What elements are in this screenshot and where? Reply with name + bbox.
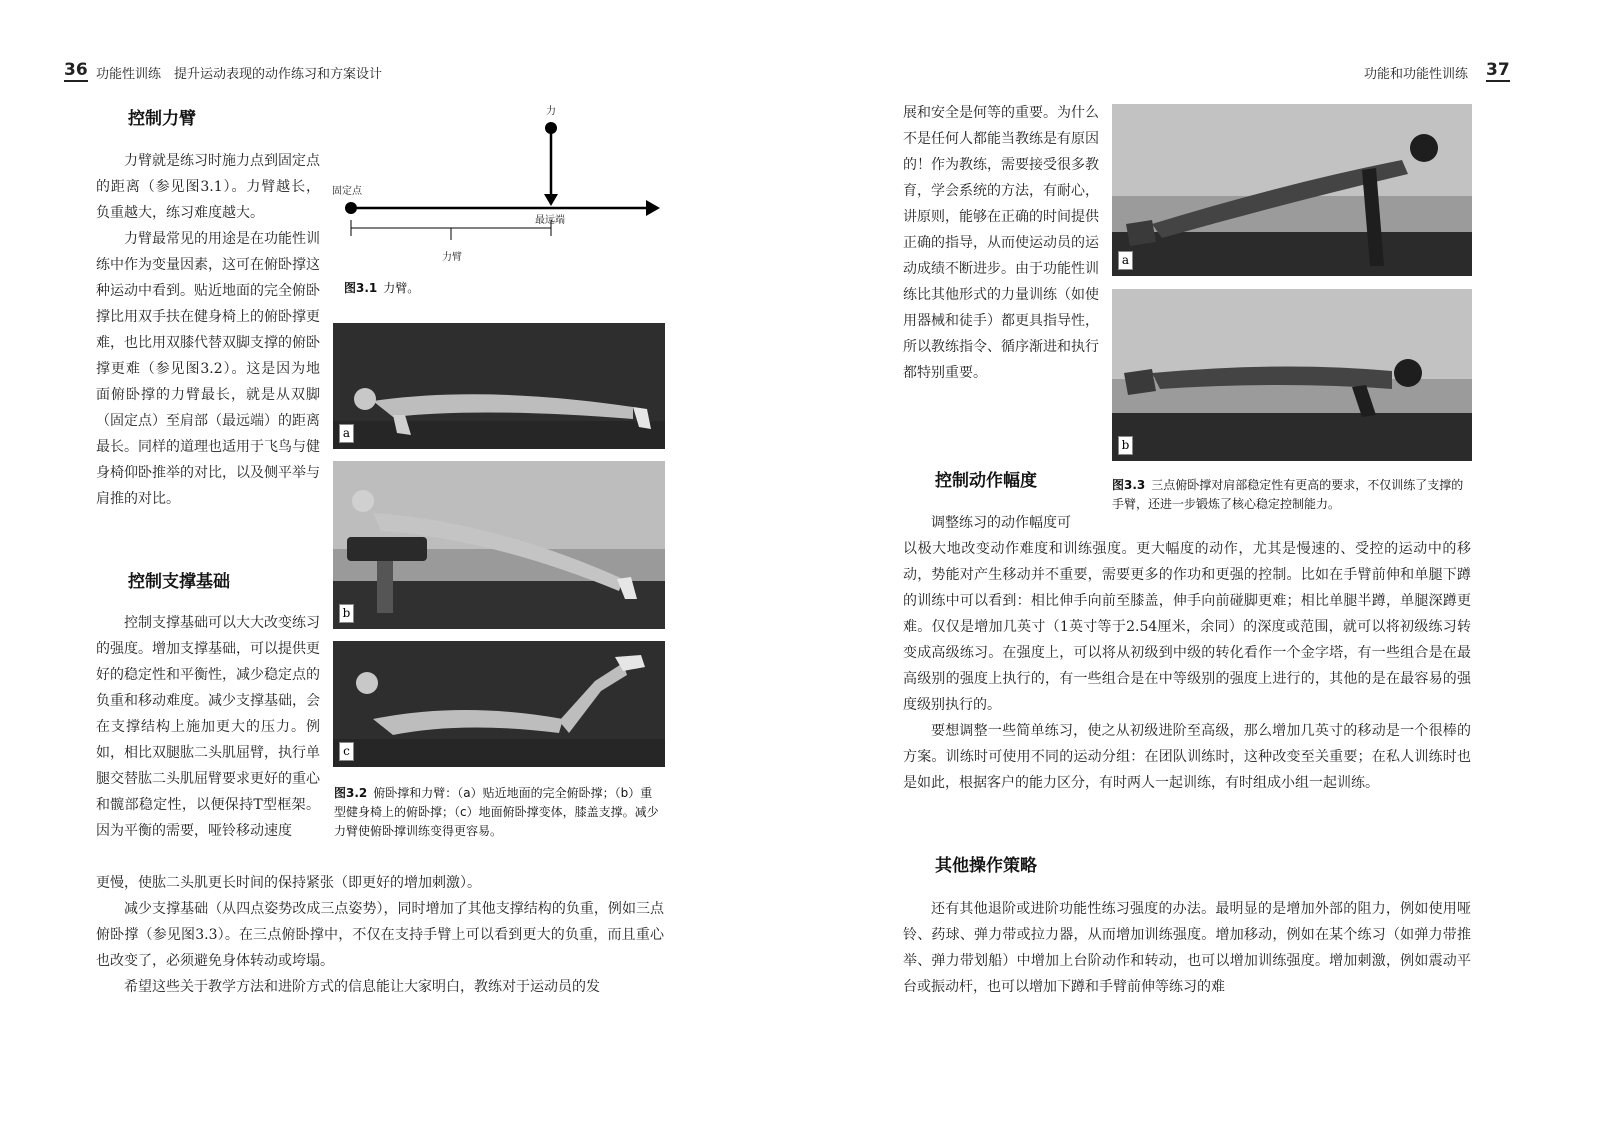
photo-three-point-pushup-a <box>1112 104 1472 276</box>
photo-three-point-pushup-b <box>1112 289 1472 461</box>
paragraph-start: 调整练习的动作幅度可 <box>931 515 1071 531</box>
left-page-number: 36 <box>64 60 88 80</box>
caption-text: 三点俯卧撑对肩部稳定性有更高的要求，不仅训练了支撑的手臂，还进一步锻炼了核心稳定控制能力。 <box>1112 478 1464 511</box>
paragraph: 展和安全是何等的重要。为什么不是任何人都能当教练是有原因的！作为教练，需要接受很多教育，学会系统的方法，有耐心，讲原则，能够在正确的时间提供正确的指导，从而使运动员的运动成绩不断进步。由于功能性训练比其他形式的力量训练（如使用器械和徒手）都更具指导性，所以教练指令、循序渐进和执行都特别重要。 <box>903 105 1099 381</box>
paragraph: 力臂就是练习时施力点到固定点的距离（参见图3.1）。力臂越长，负重越大，练习难度越大。 <box>96 153 320 221</box>
paragraph: 要想调整一些简单练习，使之从初级进阶至高级，那么增加几英寸的移动是一个很棒的方案。训练时可使用不同的运动分组：在团队训练时，这种改变至关重要；在私人训练时也是如此，根据客户的能力区分，有时两人一起训练，有时组成小组一起训练。 <box>903 723 1471 791</box>
figure-3-1-caption <box>344 279 419 298</box>
section-title-base-of-support: 控制支撑基础 <box>128 572 230 592</box>
section-title-lever-arm: 控制力臂 <box>128 109 196 129</box>
caption-number: 图3.2 <box>334 786 368 800</box>
caption-number: 图3.3 <box>1112 478 1146 492</box>
photo-pushup-floor <box>333 323 665 449</box>
section2-text <box>96 610 320 844</box>
left-bottom-text <box>96 870 664 1000</box>
pushup-floor-illustration <box>333 323 665 449</box>
label-force: 力 <box>546 106 556 117</box>
photo-pushup-knees <box>333 641 665 767</box>
pushup-bench-illustration <box>333 461 665 629</box>
continuation-line: 更慢，使肱二头肌更长时间的保持紧张（即更好的增加刺激）。 <box>96 875 481 891</box>
right-page-number: 37 <box>1486 60 1510 80</box>
section-title-range-of-motion: 控制动作幅度 <box>935 471 1037 491</box>
section3-first-line <box>903 510 1099 536</box>
caption-number: 图3.1 <box>344 281 378 295</box>
right-running-header: 功能和功能性训练 <box>1364 67 1469 82</box>
photo-label: b <box>339 604 354 623</box>
pushup-knees-illustration <box>333 641 665 767</box>
section3-text <box>903 536 1471 796</box>
lever-arm-diagram <box>330 100 670 270</box>
section4-text <box>903 896 1471 1000</box>
right-intro-text <box>903 100 1099 386</box>
photo-label: b <box>1118 436 1133 455</box>
photo-label: a <box>339 424 354 443</box>
section1-text <box>96 148 320 512</box>
paragraph: 希望这些关于教学方法和进阶方式的信息能让大家明白，教练对于运动员的发 <box>124 979 600 995</box>
photo-label: c <box>339 742 354 761</box>
section-title-other-strategies: 其他操作策略 <box>935 856 1037 876</box>
paragraph: 减少支撑基础（从四点姿势改成三点姿势），同时增加了其他支撑结构的负重，例如三点俯卧撑（参见图3.3）。在三点俯卧撑中，不仅在支持手臂上可以看到更大的负重，而且重心也改变了，必须避免身体转动或垮塌。 <box>96 901 664 969</box>
paragraph-continued: 以极大地改变动作难度和训练强度。更大幅度的动作，尤其是慢速的、受控的运动中的移动，势能对产生移动并不重要，需要更多的作功和更强的控制。比如在手臂前伸和单腿下蹲的训练中可以看到：相比伸手向前至膝盖，伸手向前碰脚更难；相比单腿半蹲，单腿深蹲更难。仅仅是增加几英寸（1英寸等于2.54厘米，余同）的深度或范围，就可以将初级练习转变成高级练习。在强度上，可以将从初级到中级的转化看作一个金字塔，有一些组合是在最高级别的强度上执行的，有一些组合是在中等级别的强度上进行的，其他的是在最容易的强度级别执行的。 <box>903 541 1471 713</box>
photo-pushup-bench <box>333 461 665 629</box>
photo-label: a <box>1118 251 1133 270</box>
three-point-pushup-b-illustration <box>1112 289 1472 461</box>
label-lever-arm: 力臂 <box>442 252 462 263</box>
figure-3-3-caption <box>1112 476 1474 514</box>
caption-text: 力臂。 <box>383 281 420 295</box>
paragraph: 还有其他退阶或进阶功能性练习强度的办法。最明显的是增加外部的阻力，例如使用哑铃、药球、弹力带或拉力器，从而增加训练强度。增加移动，例如在某个练习（如弹力带推举、弹力带划船）中增加上台阶动作和转动，也可以增加训练强度。增加刺激，例如震动平台或振动杆，也可以增加下蹲和手臂前伸等练习的难 <box>903 901 1471 995</box>
left-running-header: 功能性训练 提升运动表现的动作练习和方案设计 <box>96 67 383 82</box>
caption-text: 俯卧撑和力臂：（a）贴近地面的完全俯卧撑；（b）重型健身椅上的俯卧撑；（c）地面俯卧撑变体，膝盖支撑。减少力臂使俯卧撑训练变得更容易。 <box>334 786 659 838</box>
lever-arm-diagram-svg <box>330 100 670 270</box>
paragraph: 力臂最常见的用途是在功能性训练中作为变量因素，这可在俯卧撑这种运动中看到。贴近地面的完全俯卧撑比用双手扶在健身椅上的俯卧撑更难，也比用双膝代替双脚支撑的俯卧撑更难（参见图3.2）。这是因为地面俯卧撑的力臂最长，就是从双脚（固定点）至肩部（最远端）的距离最长。同样的道理也适用于飞鸟与健身椅仰卧推举的对比，以及侧平举与肩推的对比。 <box>96 231 320 507</box>
label-fixed-point: 固定点 <box>332 186 362 197</box>
paragraph: 控制支撑基础可以大大改变练习的强度。增加支撑基础，可以提供更好的稳定性和平衡性，减少稳定点的负重和移动难度。减少支撑基础，会在支撑结构上施加更大的压力。例如，相比双腿肱二头肌屈臂，执行单腿交替肱二头肌屈臂要求更好的重心和髋部稳定性，以便保持T型框架。因为平衡的需要，哑铃移动速度 <box>96 615 320 839</box>
label-far-end: 最远端 <box>535 215 565 226</box>
three-point-pushup-a-illustration <box>1112 104 1472 276</box>
figure-3-2-caption <box>334 784 660 841</box>
